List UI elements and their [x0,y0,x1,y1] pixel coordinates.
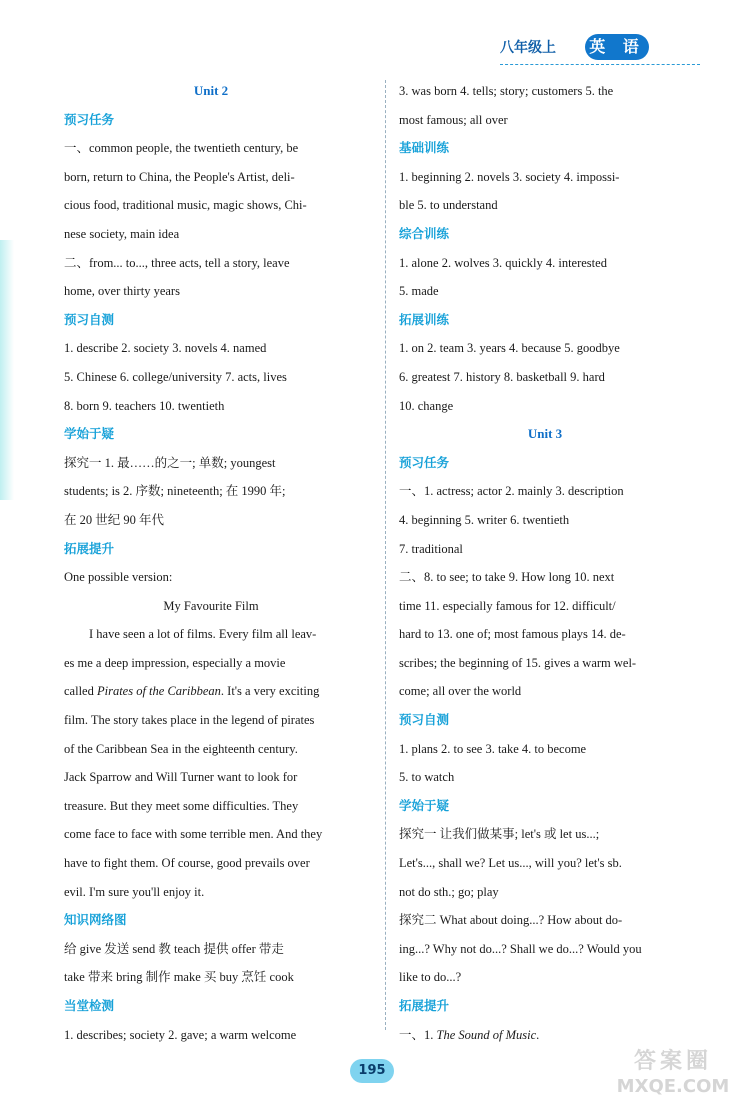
watermark-logo [608,1048,738,1104]
text-line: like to do...? [399,970,462,985]
text-line: 5. made [399,284,439,299]
column-divider [385,80,386,1030]
side-color-strip [0,240,14,500]
text-line: es me a deep impression, especially a movie [64,655,286,670]
text-line: 探究一 让我们做某事; let's 或 let us...; [399,827,600,842]
text-fragment: . [536,1027,540,1042]
text-line: scribes; the beginning of 15. gives a warm wel- [399,655,637,670]
unit-title: Unit 2 [193,83,229,98]
text-line: 3. was born 4. tells; story; customers 5. the [399,84,614,98]
text-line: One possible version: [64,570,173,585]
text-line: 10. change [399,398,454,413]
text-line: 一、common people, the twentieth century, be [64,141,299,156]
essay-title: My Favourite Film [163,598,259,613]
text-line: ing...? Why not do...? Shall we do...? Would you [399,941,642,956]
text-fragment: called [64,684,97,699]
section-title: 预习自测 [64,311,115,327]
text-line: 在 20 世纪 90 年代 [64,512,165,527]
header-underline [500,64,700,65]
text-line: 7. traditional [399,541,463,556]
section-title: 预习自测 [399,712,450,728]
text-line: have to fight them. Of course, good prevails over [64,856,310,871]
text-line: home, over thirty years [64,284,180,299]
text-fragment: . It's a very exciting [220,684,320,699]
text-line: 1. describe 2. society 3. novels 4. named [64,341,267,356]
text-line: film. The story takes place in the legend of pirates [64,713,315,728]
text-line: Let's..., shall we? Let us..., will you? let's sb. [399,856,622,871]
left-column [64,77,358,1049]
watermark-url: MXQE.COM [616,1076,730,1097]
text-line: hard to 13. one of; most famous plays 14. de- [399,627,626,642]
section-title: 知识网络图 [64,912,127,928]
page-number: 195 [350,1059,394,1083]
text-line: 二、from... to..., three acts, tell a story, leave [64,255,290,270]
text-line: ble 5. to understand [399,198,498,213]
unit-title: Unit 3 [527,426,563,442]
text-line: 1. plans 2. to see 3. take 4. to become [399,741,587,756]
text-line: treasure. But they meet some difficulties. They [64,798,299,813]
text-line: born, return to China, the People's Artist, deli- [64,169,295,184]
text-line: come; all over the world [399,684,522,699]
text-line: time 11. especially famous for 12. difficult/ [399,598,616,613]
text-line: 一、1. actress; actor 2. mainly 3. description [399,484,624,499]
text-line: of the Caribbean Sea in the eighteenth century. [64,741,298,756]
section-title: 综合训练 [399,225,450,241]
text-line: I have seen a lot of films. Every film all leav- [89,627,317,642]
right-column [399,77,691,1049]
text-line: 探究一 1. 最……的之一; 单数; youngest [64,455,276,470]
page-header [500,28,700,68]
text-line: take 带来 bring 制作 make 买 buy 烹饪 cook [64,970,294,985]
text-line: 1. describes; society 2. gave; a warm welcome [64,1027,297,1042]
text-line: cious food, traditional music, magic shows, Chi- [64,198,307,213]
section-title: 预习任务 [64,111,115,127]
text-line: 1. alone 2. wolves 3. quickly 4. interested [399,255,607,270]
text-line: 5. Chinese 6. college/university 7. acts, lives [64,369,287,384]
section-title: 预习任务 [399,454,450,470]
film-title: Pirates of the Caribbean [96,684,221,699]
subject-badge: 英 语 [585,34,649,60]
text-line: not do sth.; go; play [399,884,499,899]
section-title: 学始于疑 [64,426,115,442]
section-title: 学始于疑 [399,797,450,813]
text-line: 1. on 2. team 3. years 4. because 5. goodbye [399,341,620,356]
text-line: 4. beginning 5. writer 6. twentieth [399,512,570,527]
text-line [399,1021,691,1050]
section-title: 拓展提升 [399,998,450,1013]
text-line: 5. to watch [399,770,455,785]
text-line: students; is 2. 序数; nineteenth; 在 1990 年; [64,484,286,499]
film-title: The Sound of Music [436,1027,537,1042]
text-line: 给 give 发送 send 教 teach 提供 offer 带走 [64,941,284,956]
text-line: nese society, main idea [64,226,180,241]
text-line: 1. beginning 2. novels 3. society 4. impossi- [399,169,620,184]
text-line: evil. I'm sure you'll enjoy it. [64,884,205,899]
text-line: 二、8. to see; to take 9. How long 10. next [399,570,615,585]
text-line: most famous; all over [399,112,508,127]
section-title: 拓展训练 [399,311,450,327]
text-line: 6. greatest 7. history 8. basketball 9. hard [399,369,605,384]
watermark-text: 答案圈 [633,1049,712,1074]
grade-label: 八年级上 [500,40,556,56]
text-line: Jack Sparrow and Will Turner want to look for [64,770,298,785]
text-line: 探究二 What about doing...? How about do- [399,913,623,928]
section-title: 基础训练 [399,140,450,156]
text-line [64,677,358,706]
text-line: 8. born 9. teachers 10. twentieth [64,398,225,413]
section-title: 拓展提升 [64,540,115,556]
text-line: come face to face with some terrible men. And they [64,827,323,842]
text-fragment: 一、1. [399,1027,437,1042]
section-title: 当堂检测 [64,998,115,1013]
